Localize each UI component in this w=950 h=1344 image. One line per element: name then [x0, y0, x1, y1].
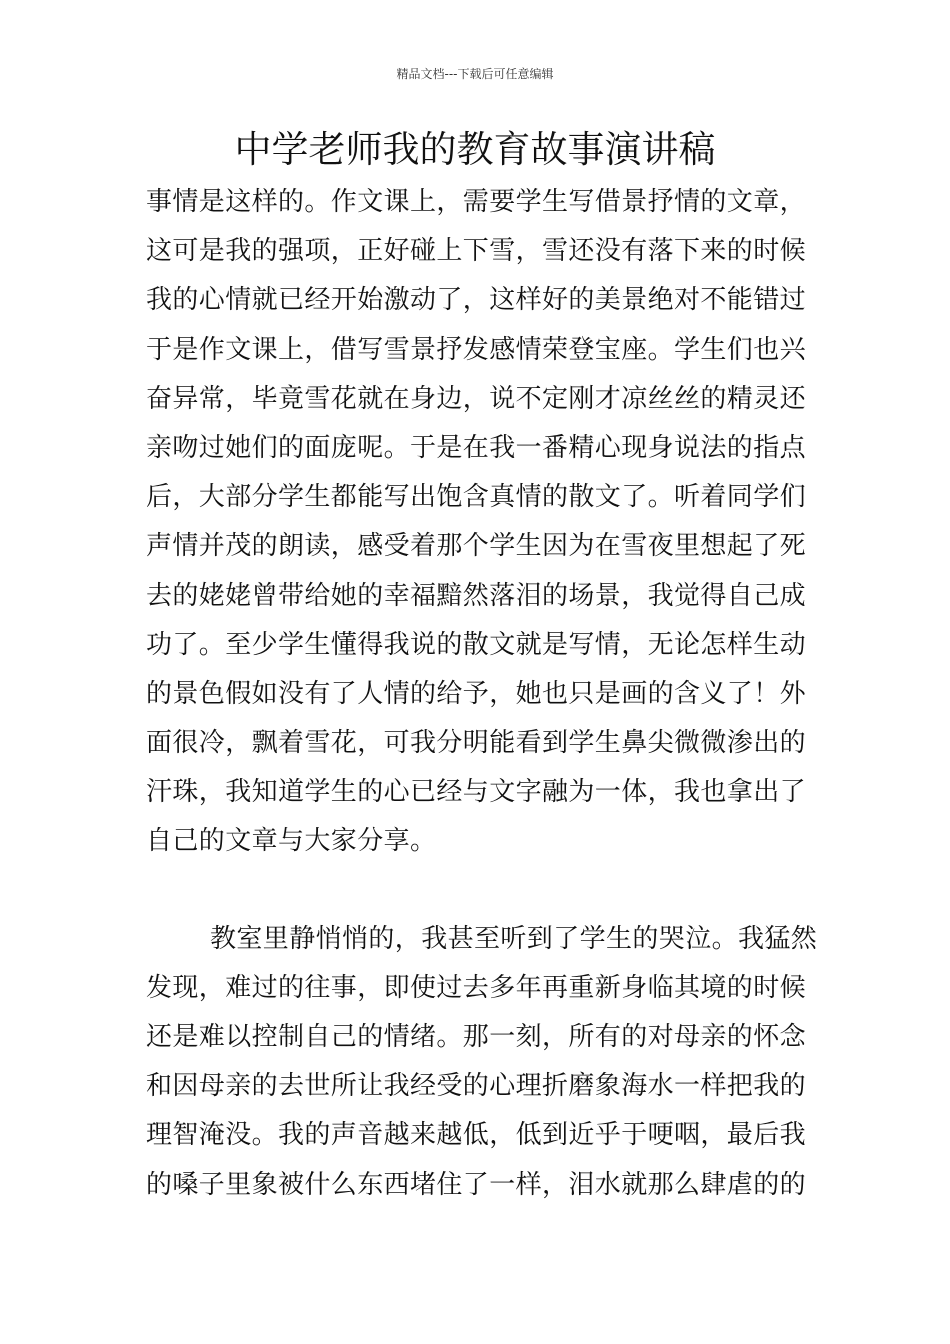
text-line: 和因母亲的去世所让我经受的心理折磨象海水一样把我的 — [146, 1071, 807, 1102]
text-line: 这可是我的强项，正好碰上下雪，雪还没有落下来的时候 — [146, 236, 807, 267]
document-title: 中学老师我的教育故事演讲稿 — [234, 128, 716, 171]
text-line: 教室里静悄悄的，我甚至听到了学生的哭泣。我猛然 — [210, 923, 818, 954]
text-line: 发现，难过的往事，即使过去多年再重新身临其境的时候 — [146, 972, 807, 1003]
text-line: 奋异常，毕竟雪花就在身边，说不定刚才凉丝丝的精灵还 — [146, 383, 807, 414]
document-body — [146, 178, 826, 1210]
text-line: 汗珠，我知道学生的心已经与文字融为一体，我也拿出了 — [146, 777, 807, 808]
text-line: 我的心情就已经开始激动了，这样好的美景绝对不能错过 — [146, 285, 807, 316]
text-line: 去的姥姥曾带给她的幸福黯然落泪的场景，我觉得自己成 — [146, 580, 807, 611]
header-note: 精品文档---下载后可任意编辑 — [396, 67, 554, 81]
text-line: 理智淹没。我的声音越来越低，低到近乎于哽咽，最后我 — [146, 1120, 807, 1151]
text-line: 事情是这样的。作文课上，需要学生写借景抒情的文章， — [146, 187, 807, 217]
text-line: 的嗓子里象被什么东西堵住了一样，泪水就那么肆虐的的 — [146, 1169, 807, 1200]
text-line: 后，大部分学生都能写出饱含真情的散文了。听着同学们 — [146, 482, 807, 513]
paragraph-gap — [146, 867, 826, 915]
text-line: 声情并茂的朗读，感受着那个学生因为在雪夜里想起了死 — [146, 531, 807, 562]
text-line: 面很冷，飘着雪花，可我分明能看到学生鼻尖微微渗出的 — [146, 728, 807, 759]
paragraph-2 — [146, 915, 826, 1210]
paragraph-1 — [146, 178, 826, 867]
text-line: 的景色假如没有了人情的给予，她也只是画的含义了！外 — [146, 678, 807, 709]
text-line: 功了。至少学生懂得我说的散文就是写情，无论怎样生动 — [146, 629, 807, 660]
text-line: 还是难以控制自己的情绪。那一刻，所有的对母亲的怀念 — [146, 1022, 807, 1052]
text-line: 于是作文课上，借写雪景抒发感情荣登宝座。学生们也兴 — [146, 334, 807, 365]
text-line: 亲吻过她们的面庞呢。于是在我一番精心现身说法的指点 — [146, 432, 807, 463]
text-line: 自己的文章与大家分享。 — [146, 826, 437, 857]
